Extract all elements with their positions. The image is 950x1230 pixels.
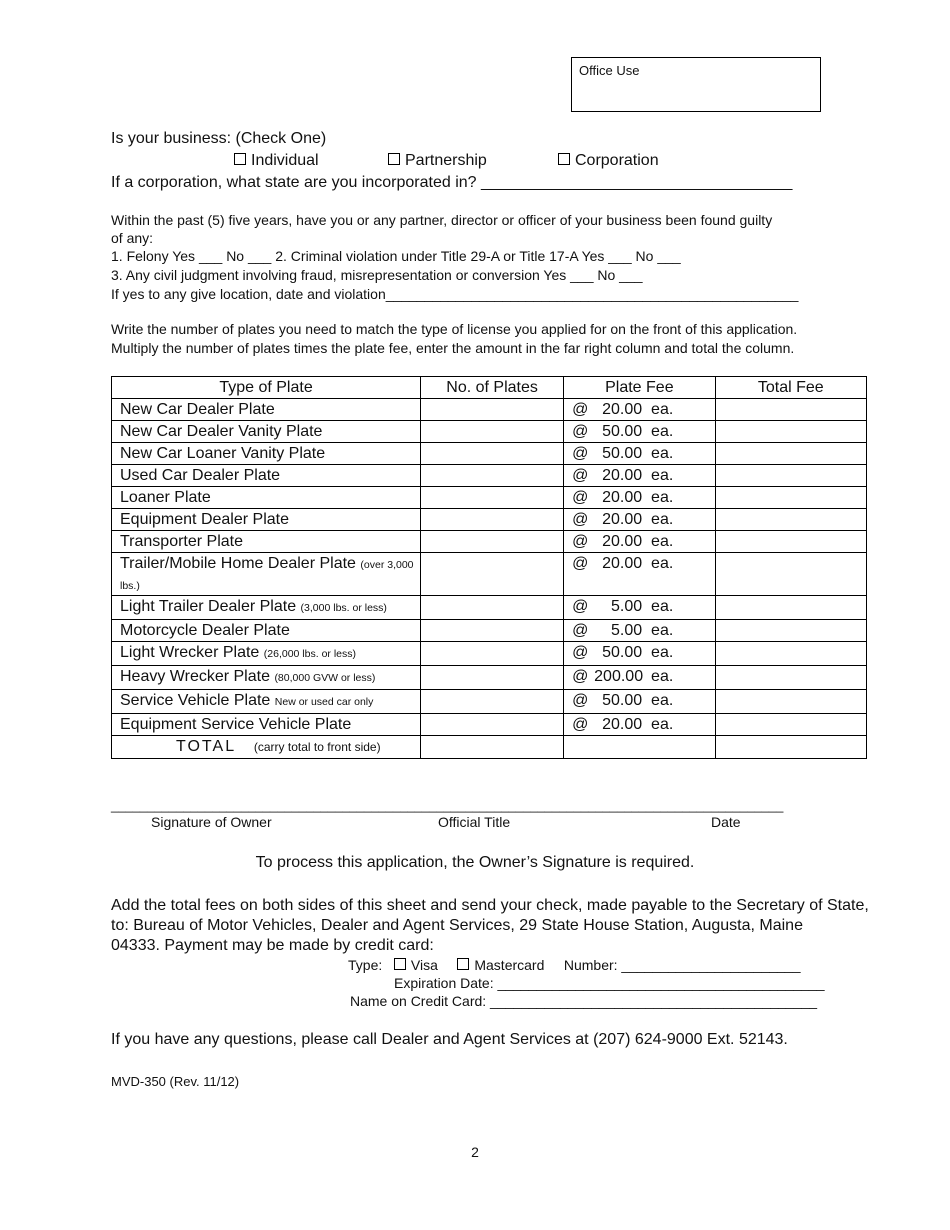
guilty-line-3[interactable]: If yes to any give location, date and violation_____________________________________________________ [111, 286, 799, 302]
mastercard-label: Mastercard [474, 957, 545, 973]
plate-fee-cell [564, 487, 715, 509]
plate-fee-cell [564, 465, 715, 487]
plate-type-cell [112, 553, 421, 596]
plate-type-label: Transporter Plate [120, 533, 244, 550]
plate-fee-cell [564, 399, 715, 421]
table-row [112, 531, 867, 553]
plate-fee-value: 50.00 [602, 692, 643, 709]
table-row [112, 690, 867, 714]
table-row [112, 553, 867, 596]
card-number-field[interactable]: Number: _______________________ [563, 957, 801, 973]
plate-total-cell[interactable] [715, 531, 866, 553]
each-label: ea. [651, 423, 674, 440]
each-label: ea. [651, 644, 674, 661]
plate-count-cell[interactable] [421, 666, 564, 690]
each-label: ea. [651, 598, 674, 615]
plate-type-cell [112, 399, 421, 421]
option-partnership[interactable]: Partnership [388, 152, 487, 170]
at-symbol: @ [572, 467, 589, 484]
at-symbol: @ [572, 445, 589, 462]
plate-type-label: New Car Dealer Vanity Plate [120, 423, 323, 440]
at-symbol: @ [572, 598, 589, 615]
at-symbol: @ [572, 423, 589, 440]
signature-owner-label: Signature of Owner [151, 814, 272, 830]
plate-fee-value: 5.00 [611, 622, 643, 639]
at-symbol: @ [572, 511, 589, 528]
plate-fee-value: 20.00 [602, 716, 643, 733]
at-symbol: @ [572, 622, 589, 639]
grand-total-cell[interactable] [715, 736, 866, 759]
plate-type-label: New Car Loaner Vanity Plate [120, 445, 326, 462]
plate-type-note: (3,000 lbs. or less) [300, 602, 387, 614]
each-label: ea. [651, 511, 674, 528]
plate-type-label: Equipment Service Vehicle Plate [120, 716, 352, 733]
header-count: No. of Plates [421, 377, 564, 399]
signature-line[interactable]: _____________________________________________________________________________________________ [111, 798, 784, 813]
plate-fee-cell [564, 690, 715, 714]
plate-count-cell[interactable] [421, 596, 564, 620]
plate-total-cell[interactable] [715, 465, 866, 487]
plate-type-label: New Car Dealer Plate [120, 401, 275, 418]
plate-fee-value: 200.00 [594, 668, 644, 685]
plate-type-label: Heavy Wrecker Plate [120, 668, 270, 685]
plate-count-cell[interactable] [421, 714, 564, 736]
each-label: ea. [651, 401, 674, 418]
each-label: ea. [651, 692, 674, 709]
instructions-line-1: Write the number of plates you need to match the type of license you applied for on the front of this application. [111, 321, 798, 337]
table-row [112, 509, 867, 531]
checkbox-icon[interactable] [558, 153, 570, 165]
plate-fee-cell [564, 443, 715, 465]
each-label: ea. [651, 622, 674, 639]
plate-count-cell[interactable] [421, 399, 564, 421]
plate-fee-value: 20.00 [602, 467, 643, 484]
plate-total-cell[interactable] [715, 690, 866, 714]
plate-total-cell[interactable] [715, 509, 866, 531]
at-symbol: @ [572, 533, 589, 550]
form-id: MVD-350 (Rev. 11/12) [111, 1074, 240, 1089]
plate-count-cell[interactable] [421, 487, 564, 509]
expiration-date-field[interactable]: Expiration Date: __________________________________________ [394, 975, 825, 991]
plate-fee-cell [564, 553, 715, 596]
checkbox-icon[interactable] [234, 153, 246, 165]
plate-type-note: (over 3,000 lbs.) [120, 559, 414, 592]
plate-type-label: Trailer/Mobile Home Dealer Plate [120, 555, 356, 572]
date-label: Date [711, 814, 741, 830]
plate-type-cell [112, 443, 421, 465]
plate-fee-cell [564, 596, 715, 620]
at-symbol: @ [572, 668, 589, 685]
plate-type-cell [112, 465, 421, 487]
plate-type-label: Loaner Plate [120, 489, 211, 506]
total-count-cell[interactable] [421, 736, 564, 759]
table-row [112, 714, 867, 736]
plate-type-cell [112, 487, 421, 509]
payment-line-2: to: Bureau of Motor Vehicles, Dealer and Agent Services, 29 State House Station, Augusta, Maine [111, 917, 803, 934]
card-type-label: Type: [348, 957, 383, 973]
plate-fee-value: 5.00 [611, 598, 643, 615]
plate-type-label: Service Vehicle Plate [120, 692, 271, 709]
corp-state-question[interactable]: If a corporation, what state are you incorporated in? ___________________________________ [111, 174, 793, 191]
plate-type-label: Equipment Dealer Plate [120, 511, 289, 528]
payment-line-3: 04333. Payment may be made by credit card: [111, 937, 434, 954]
table-row [112, 399, 867, 421]
plate-type-cell [112, 642, 421, 666]
plate-fee-cell [564, 531, 715, 553]
plate-total-cell[interactable] [715, 596, 866, 620]
table-row [112, 465, 867, 487]
guilty-line-2[interactable]: 3. Any civil judgment involving fraud, misrepresentation or conversion Yes ___ No ___ [111, 267, 643, 283]
plate-count-cell[interactable] [421, 642, 564, 666]
plate-type-cell [112, 690, 421, 714]
plate-fee-cell [564, 666, 715, 690]
plates-table [111, 376, 867, 759]
each-label: ea. [651, 533, 674, 550]
plate-fee-cell [564, 714, 715, 736]
total-label: TOTAL [176, 738, 237, 755]
business-question: Is your business: (Check One) [111, 130, 327, 147]
each-label: ea. [651, 716, 674, 733]
total-note: (carry total to front side) [253, 740, 381, 754]
each-label: ea. [651, 489, 674, 506]
at-symbol: @ [572, 692, 589, 709]
plate-fee-value: 20.00 [602, 401, 643, 418]
plate-type-cell [112, 620, 421, 642]
plate-count-cell[interactable] [421, 553, 564, 596]
at-symbol: @ [572, 401, 589, 418]
table-row [112, 421, 867, 443]
plate-fee-value: 20.00 [602, 555, 643, 572]
plate-type-cell [112, 531, 421, 553]
visa-checkbox-icon[interactable] [394, 958, 406, 970]
each-label: ea. [651, 467, 674, 484]
name-on-card-field[interactable]: Name on Credit Card: __________________________________________ [350, 993, 818, 1009]
plate-count-cell[interactable] [421, 465, 564, 487]
questions-contact: If you have any questions, please call Dealer and Agent Services at (207) 624-9000 Ext. 52143. [111, 1031, 788, 1048]
header-type: Type of Plate [112, 377, 421, 399]
each-label: ea. [651, 555, 674, 572]
table-row [112, 443, 867, 465]
signature-required-notice: To process this application, the Owner’s Signature is required. [255, 854, 695, 871]
page-number: 2 [471, 1144, 479, 1160]
plate-total-cell[interactable] [715, 714, 866, 736]
plate-fee-value: 20.00 [602, 511, 643, 528]
plate-type-label: Used Car Dealer Plate [120, 467, 281, 484]
plate-fee-value: 50.00 [602, 445, 643, 462]
plate-total-cell[interactable] [715, 642, 866, 666]
plate-total-cell[interactable] [715, 666, 866, 690]
guilty-intro-1: Within the past (5) five years, have you or any partner, director or officer of your business been found guilty [111, 212, 773, 228]
plate-count-cell[interactable] [421, 690, 564, 714]
plate-type-label: Light Wrecker Plate [120, 644, 260, 661]
at-symbol: @ [572, 489, 589, 506]
plate-count-cell[interactable] [421, 443, 564, 465]
guilty-intro-2: of any: [111, 230, 154, 246]
plate-count-cell[interactable] [421, 531, 564, 553]
total-fee-cell [564, 736, 715, 759]
plate-total-cell[interactable] [715, 443, 866, 465]
plate-type-cell [112, 714, 421, 736]
plate-count-cell[interactable] [421, 509, 564, 531]
plate-type-cell [112, 596, 421, 620]
plate-fee-cell [564, 421, 715, 443]
guilty-line-1[interactable]: 1. Felony Yes ___ No ___ 2. Criminal violation under Title 29-A or Title 17-A Yes ___ No ___ [111, 248, 681, 264]
plate-type-cell [112, 509, 421, 531]
header-total: Total Fee [715, 377, 866, 399]
plate-type-cell [112, 666, 421, 690]
plate-fee-value: 20.00 [602, 489, 643, 506]
plate-type-note: (80,000 GVW or less) [274, 672, 376, 684]
plate-fee-value: 50.00 [602, 423, 643, 440]
office-use-label: Office Use [579, 63, 640, 78]
plate-total-cell[interactable] [715, 553, 866, 596]
instructions-line-2: Multiply the number of plates times the plate fee, enter the amount in the far right column and total the column. [111, 340, 795, 356]
plate-fee-value: 50.00 [602, 644, 643, 661]
office-use-box [571, 57, 821, 112]
each-label: ea. [651, 668, 674, 685]
plate-type-note: New or used car only [274, 696, 374, 708]
header-fee: Plate Fee [564, 377, 715, 399]
plate-type-cell [112, 421, 421, 443]
mastercard-checkbox-icon[interactable] [457, 958, 469, 970]
plate-fee-cell [564, 509, 715, 531]
at-symbol: @ [572, 716, 589, 733]
payment-line-1: Add the total fees on both sides of this sheet and send your check, made payable to the Secretary of State, [111, 897, 869, 914]
total-row [112, 736, 867, 759]
plate-total-cell[interactable] [715, 399, 866, 421]
at-symbol: @ [572, 555, 589, 572]
plate-total-cell[interactable] [715, 487, 866, 509]
each-label: ea. [651, 445, 674, 462]
table-row [112, 666, 867, 690]
plate-fee-cell [564, 620, 715, 642]
plate-fee-value: 20.00 [602, 533, 643, 550]
at-symbol: @ [572, 644, 589, 661]
table-row [112, 596, 867, 620]
plate-total-cell[interactable] [715, 421, 866, 443]
card-type-row [348, 957, 801, 973]
table-row [112, 487, 867, 509]
plate-fee-cell [564, 642, 715, 666]
table-header-row [112, 377, 867, 399]
plate-count-cell[interactable] [421, 620, 564, 642]
checkbox-icon[interactable] [388, 153, 400, 165]
option-individual[interactable]: Individual [234, 152, 319, 170]
table-row [112, 620, 867, 642]
plate-total-cell[interactable] [715, 620, 866, 642]
plate-type-label: Light Trailer Dealer Plate [120, 598, 297, 615]
option-corporation[interactable]: Corporation [558, 152, 659, 170]
plate-count-cell[interactable] [421, 421, 564, 443]
official-title-label: Official Title [438, 814, 511, 830]
visa-label: Visa [410, 957, 438, 973]
table-row [112, 642, 867, 666]
plate-type-label: Motorcycle Dealer Plate [120, 622, 290, 639]
plate-type-note: (26,000 lbs. or less) [263, 648, 356, 660]
